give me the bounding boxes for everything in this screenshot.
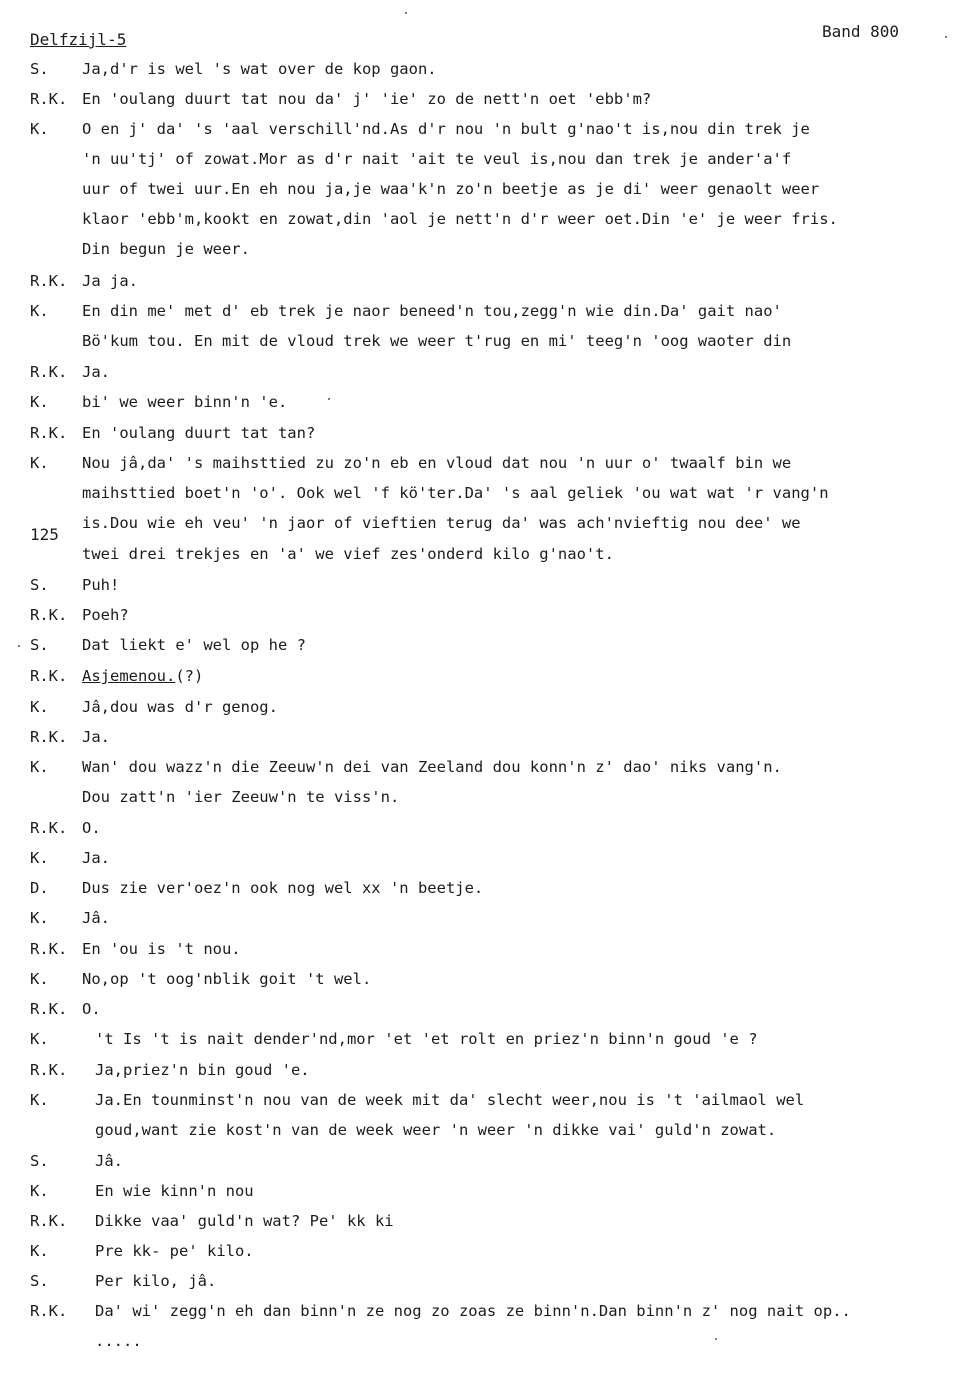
utterance-text: Ja.En tounminst'n nou van de week mit da' slecht weer,nou is 't 'ailmaol wel: [95, 1091, 805, 1109]
speaker-label: R.K.: [30, 1000, 68, 1018]
utterance-text: Dus zie ver'oez'n ook nog wel xx 'n beetje.: [82, 879, 484, 897]
utterance-text: Dat liekt e' wel op he ?: [82, 636, 306, 654]
transcript-line: [0, 696, 973, 718]
transcript-line: [0, 1270, 973, 1292]
transcript-line: [0, 512, 973, 534]
transcript-line: [0, 786, 973, 808]
utterance-text: klaor 'ebb'm,kookt en zowat,din 'aol je nett'n d'r weer oet.Din 'e' je weer fris.: [82, 210, 838, 228]
transcript-line: [0, 452, 973, 474]
utterance-text: Jâ.: [82, 909, 110, 927]
speaker-label: R.K.: [30, 606, 68, 624]
speaker-label: R.K.: [30, 1061, 68, 1079]
speaker-label: S.: [30, 636, 49, 654]
transcript-line: [0, 938, 973, 960]
speaker-label: R.K.: [30, 1302, 68, 1320]
utterance-text: Ja,priez'n bin goud 'e.: [95, 1061, 310, 1079]
utterance-text: Jâ.: [95, 1152, 123, 1170]
utterance-text: Ja.: [82, 363, 110, 381]
transcript-line: [0, 118, 973, 140]
utterance-text: O.: [82, 819, 101, 837]
document-title: Delfzijl-5: [30, 30, 127, 49]
speaker-label: K.: [30, 1091, 49, 1109]
transcript-line: [0, 330, 973, 352]
transcript-line: [0, 482, 973, 504]
transcript-line: [0, 1240, 973, 1262]
speaker-label: K.: [30, 302, 49, 320]
speaker-label: R.K.: [30, 667, 68, 685]
utterance-text: En 'oulang duurt tat tan?: [82, 424, 316, 442]
transcript-line: [0, 238, 973, 260]
transcript-line: [0, 88, 973, 110]
utterance-text: Wan' dou wazz'n die Zeeuw'n dei van Zeeland dou konn'n z' dao' niks vang'n.: [82, 758, 782, 776]
transcript-line: [0, 1059, 973, 1081]
transcript-line: [0, 270, 973, 292]
utterance-text: Asjemenou.(?): [82, 667, 204, 685]
utterance-text: En 'ou is 't nou.: [82, 940, 241, 958]
transcript-line: [0, 422, 973, 444]
speaker-label: R.K.: [30, 1212, 68, 1230]
utterance-text: Per kilo, jâ.: [95, 1272, 217, 1290]
transcript-line: [0, 1119, 973, 1141]
transcript-line: [0, 998, 973, 1020]
transcript-line: [0, 148, 973, 170]
speaker-label: K.: [30, 758, 49, 776]
transcript-line: [0, 58, 973, 80]
utterance-text: Dou zatt'n 'ier Zeeuw'n te viss'n.: [82, 788, 400, 806]
speaker-label: K.: [30, 1030, 49, 1048]
utterance-text: twei drei trekjes en 'a' we vief zes'onderd kilo g'nao't.: [82, 545, 614, 563]
transcript-line: [0, 817, 973, 839]
speaker-label: R.K.: [30, 940, 68, 958]
speaker-label: R.K.: [30, 363, 68, 381]
utterance-text: bi' we weer binn'n 'e.: [82, 393, 288, 411]
utterance-text: Ja.: [82, 728, 110, 746]
speaker-label: R.K.: [30, 272, 68, 290]
utterance-text: Ja,d'r is wel 's wat over de kop gaon.: [82, 60, 437, 78]
utterance-text: Da' wi' zegg'n eh dan binn'n ze nog zo zoas ze binn'n.Dan binn'n z' nog nait op..: [95, 1302, 851, 1320]
paper-speck: [945, 36, 947, 38]
utterance-text: uur of twei uur.En eh nou ja,je waa'k'n zo'n beetje as je di' weer genaolt weer: [82, 180, 820, 198]
transcript-line: [0, 968, 973, 990]
speaker-label: S.: [30, 576, 49, 594]
paper-speck: [18, 645, 20, 647]
paper-speck: [405, 12, 407, 14]
utterance-text: is.Dou wie eh veu' 'n jaor of vieftien terug da' was ach'nvieftig nou dee' we: [82, 514, 801, 532]
utterance-text: O.: [82, 1000, 101, 1018]
transcript-line: [0, 1330, 973, 1352]
transcript-line: [0, 1210, 973, 1232]
utterance-text: Jâ,dou was d'r genog.: [82, 698, 278, 716]
transcript-line: [0, 1150, 973, 1172]
speaker-label: S.: [30, 1272, 49, 1290]
speaker-label: K.: [30, 698, 49, 716]
speaker-label: K.: [30, 909, 49, 927]
transcript-line: [0, 300, 973, 322]
speaker-label: K.: [30, 970, 49, 988]
utterance-text: Din begun je weer.: [82, 240, 250, 258]
utterance-text: No,op 't oog'nblik goit 't wel.: [82, 970, 372, 988]
transcript-line: [0, 361, 973, 383]
speaker-label: K.: [30, 1242, 49, 1260]
utterance-text: goud,want zie kost'n van de week weer 'n weer 'n dikke vai' guld'n zowat.: [95, 1121, 777, 1139]
transcript-line: [0, 726, 973, 748]
utterance-text: Nou jâ,da' 's maihsttied zu zo'n eb en vloud dat nou 'n uur o' twaalf bin we: [82, 454, 792, 472]
utterance-text: En din me' met d' eb trek je naor beneed'n tou,zegg'n wie din.Da' gait nao': [82, 302, 782, 320]
utterance-text: Pre kk- pe' kilo.: [95, 1242, 254, 1260]
utterance-text: Ja ja.: [82, 272, 138, 290]
transcript-line: [0, 178, 973, 200]
transcript-line: [0, 634, 973, 656]
speaker-label: K.: [30, 454, 49, 472]
transcript-line: [0, 208, 973, 230]
band-number: Band 800: [822, 22, 900, 41]
paper-speck: [715, 1338, 717, 1340]
margin-line-number: 125: [30, 525, 59, 544]
utterance-text: O en j' da' 's 'aal verschill'nd.As d'r nou 'n bult g'nao't is,nou din trek je: [82, 120, 810, 138]
transcript-line: [0, 907, 973, 929]
transcript-line: [0, 877, 973, 899]
transcript-line: [0, 847, 973, 869]
speaker-label: R.K.: [30, 90, 68, 108]
speaker-label: R.K.: [30, 819, 68, 837]
transcript-line: [0, 1089, 973, 1111]
speaker-label: R.K.: [30, 728, 68, 746]
speaker-label: K.: [30, 849, 49, 867]
utterance-text: Poeh?: [82, 606, 129, 624]
paper-speck: [328, 398, 330, 400]
transcript-line: [0, 391, 973, 413]
speaker-label: K.: [30, 393, 49, 411]
utterance-text: En 'oulang duurt tat nou da' j' 'ie' zo de nett'n oet 'ebb'm?: [82, 90, 652, 108]
transcript-line: [0, 1300, 973, 1322]
utterance-text: Puh!: [82, 576, 120, 594]
utterance-text: Bö'kum tou. En mit de vloud trek we weer t'rug en mi' teeg'n 'oog waoter din: [82, 332, 792, 350]
speaker-label: S.: [30, 1152, 49, 1170]
speaker-label: S.: [30, 60, 49, 78]
transcript-line: [0, 665, 973, 687]
transcript-line: [0, 543, 973, 565]
utterance-text: 'n uu'tj' of zowat.Mor as d'r nait 'ait te veul is,nou dan trek je ander'a'f: [82, 150, 792, 168]
speaker-label: K.: [30, 120, 49, 138]
transcript-line: [0, 756, 973, 778]
transcript-line: [0, 574, 973, 596]
transcript-line: [0, 1028, 973, 1050]
speaker-label: K.: [30, 1182, 49, 1200]
transcript-line: [0, 604, 973, 626]
transcript-line: [0, 1180, 973, 1202]
utterance-text: 't Is 't is nait dender'nd,mor 'et 'et rolt en priez'n binn'n goud 'e ?: [95, 1030, 758, 1048]
utterance-text: Dikke vaa' guld'n wat? Pe' kk ki: [95, 1212, 394, 1230]
utterance-text: maihsttied boet'n 'o'. Ook wel 'f kö'ter.Da' 's aal geliek 'ou wat wat 'r vang'n: [82, 484, 829, 502]
speaker-label: R.K.: [30, 424, 68, 442]
speaker-label: D.: [30, 879, 49, 897]
utterance-text: .....: [95, 1332, 142, 1350]
utterance-text: Ja.: [82, 849, 110, 867]
utterance-text: En wie kinn'n nou: [95, 1182, 254, 1200]
